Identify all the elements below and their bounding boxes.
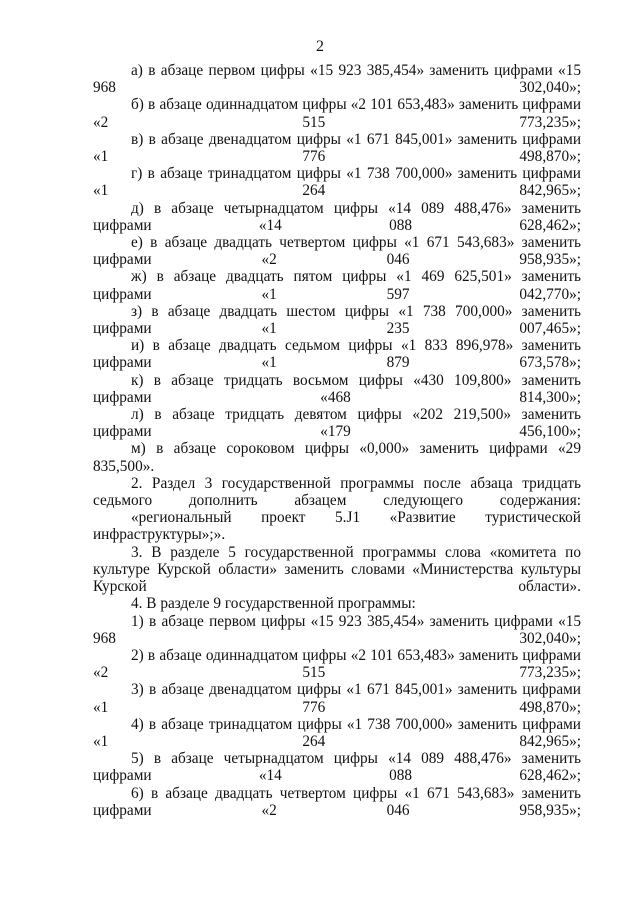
amendment-item-e: е) в абзаце двадцать четвертом цифры «1 671 543,683» заменить цифрами «2 046 958,935»; xyxy=(93,234,581,269)
amendment-item-k: к) в абзаце тридцать восьмом цифры «430 109,800» заменить цифрами «468 814,300»; xyxy=(93,371,581,406)
section-9-heading: 4. В разделе 9 государственной программы: xyxy=(131,595,416,613)
section-9-item-1: 1) в абзаце первом цифры «15 923 385,454» заменить цифрами «15 968 302,040»; xyxy=(93,612,582,647)
section-9-item-6: 6) в абзаце двадцать четвертом цифры «1 671 543,683» заменить цифрами «2 046 958,935»; xyxy=(93,784,581,819)
amendment-item-i: и) в абзаце двадцать седьмом цифры «1 833 896,978» заменить цифрами «1 879 673,578»; xyxy=(93,337,581,372)
amendment-item-b: б) в абзаце одиннадцатом цифры «2 101 653,483» заменить цифрами «2 515 773,235»; xyxy=(93,96,581,131)
amendment-item-m: м) в абзаце сороковом цифры «0,000» заменить цифрами «29 835,500». xyxy=(93,440,581,475)
section-9-item-3: 3) в абзаце двенадцатом цифры «1 671 845,001» заменить цифрами «1 776 498,870»; xyxy=(93,681,581,716)
section-9-item-4: 4) в абзаце тринадцатом цифры «1 738 700,000» заменить цифрами «1 264 842,965»; xyxy=(93,715,581,750)
section-5-amendment: 3. В разделе 5 государственной программы слова «комитета по культуре Курской области» заменить словами «Министерства культуры Курской области». xyxy=(93,543,581,596)
section-9-item-2: 2) в абзаце одиннадцатом цифры «2 101 653,483» заменить цифрами «2 515 773,235»; xyxy=(93,646,581,682)
amendment-item-a: а) в абзаце первом цифры «15 923 385,454» заменить цифрами «15 968 302,040»; xyxy=(93,62,581,97)
document-body xyxy=(93,62,581,819)
page-number: 2 xyxy=(316,38,324,55)
amendment-item-z: з) в абзаце двадцать шестом цифры «1 738 700,000» заменить цифрами «1 235 007,465»; xyxy=(93,302,581,338)
section-3-amendment: 2. Раздел 3 государственной программы после абзаца тридцать седьмого дополнить абзацем следующего содержания: xyxy=(93,474,581,510)
amendment-item-d: д) в абзаце четырнадцатом цифры «14 089 488,476» заменить цифрами «14 088 628,462»; xyxy=(93,199,581,234)
amendment-item-g: г) в абзаце тринадцатом цифры «1 738 700,000» заменить цифрами «1 264 842,965»; xyxy=(93,165,581,200)
amendment-item-l: л) в абзаце тридцать девятом цифры «202 219,500» заменить цифрами «179 456,100»; xyxy=(93,406,581,441)
amendment-item-zh: ж) в абзаце двадцать пятом цифры «1 469 625,501» заменить цифрами «1 597 042,770»; xyxy=(93,268,581,303)
section-9-item-5: 5) в абзаце четырнадцатом цифры «14 089 488,476» заменить цифрами «14 088 628,462»; xyxy=(93,750,581,785)
amendment-item-v: в) в абзаце двенадцатом цифры «1 671 845,001» заменить цифрами «1 776 498,870»; xyxy=(93,130,581,166)
regional-project-line: «региональный проект 5.J1 «Развитие туристической инфраструктуры»;». xyxy=(93,509,581,544)
